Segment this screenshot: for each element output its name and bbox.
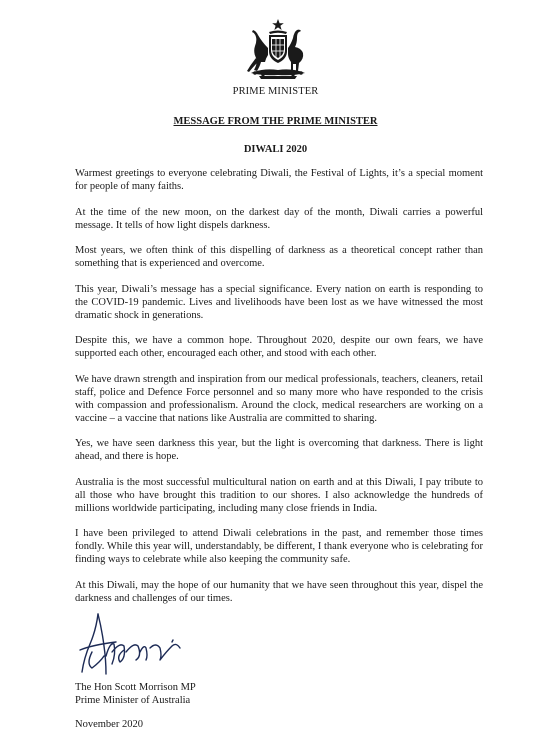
paragraph: I have been privileged to attend Diwali celebrations in the past, and remember those times fondly. While this year will, understandably, be different, I thank everyone who is celebrating for finding ways to celebrate while also keeping the community safe. [75, 528, 483, 565]
paragraph: Warmest greetings to everyone celebrating Diwali, the Festival of Lights, it’s a special moment for people of many faiths. [75, 168, 483, 192]
paragraph: At this Diwali, may the hope of our humanity that we have seen throughout this year, dispel the darkness and challenges of our times. [75, 579, 483, 604]
letter-body [75, 167, 483, 617]
paragraph: Australia is the most successful multicultural nation on earth and at this Diwali, I pay tribute to all those who have brought this tradition to our shores. I also acknowledge the hundreds of millions worldwide participating, including many close friends in India. [75, 476, 483, 514]
paragraph: This year, Diwali’s message has a special significance. Every nation on earth is responding to the COVID-19 pandemic. Lives and livelihoods have been lost as we have witnessed the most dramatic shock in generations. [75, 283, 483, 321]
paragraph: We have drawn strength and inspiration from our medical professionals, teachers, cleaners, retail staff, police and Defence Force personnel and so many more who have responded to the crisis with compassion and professionalism. Around the clock, medical researchers are working on a vaccine – a vaccine that nations like Australia are committed to sharing. [75, 373, 483, 424]
paragraph: Despite this, we have a common hope. Throughout 2020, despite our own fears, we have supported each other, encouraged each other, and stood with each other. [75, 335, 483, 359]
handwritten-signature [76, 612, 196, 684]
signatory-title: Prime Minister of Australia [75, 695, 191, 706]
message-heading: MESSAGE FROM THE PRIME MINISTER [173, 116, 378, 127]
coat-of-arms-icon [245, 18, 311, 80]
signoff [75, 681, 196, 707]
signatory-name: The Hon Scott Morrison MP [75, 682, 196, 693]
letter-date: November 2020 [75, 719, 143, 730]
letterhead-office: PRIME MINISTER [232, 86, 319, 97]
message-subheading: DIWALI 2020 [243, 144, 308, 155]
paragraph: Most years, we often think of this dispelling of darkness as a theoretical concept rather than something that is experienced and overcome. [75, 245, 483, 269]
paragraph: Yes, we have seen darkness this year, but the light is overcoming that darkness. There is light ahead, and there is hope. [75, 438, 483, 462]
paragraph: At the time of the new moon, on the darkest day of the month, Diwali carries a powerful message. It tells of how light dispels darkness. [75, 206, 483, 231]
